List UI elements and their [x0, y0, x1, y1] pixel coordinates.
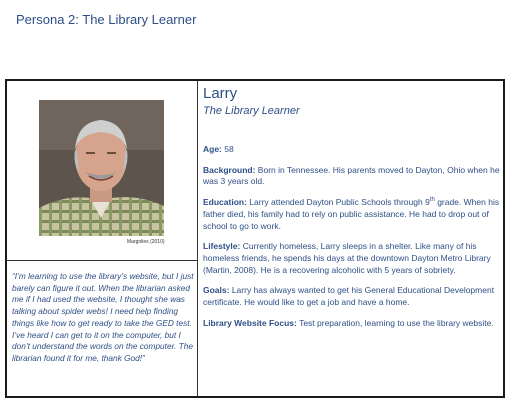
background-field	[203, 165, 503, 188]
education-superscript: th	[429, 197, 435, 204]
age-field	[203, 144, 503, 156]
persona-details	[198, 81, 503, 396]
education-text-start: Larry attended Dayton Public Schools through 9	[249, 197, 430, 208]
goals-label: Goals:	[203, 285, 230, 296]
age-label: Age:	[203, 144, 222, 154]
persona-left-column	[7, 81, 198, 396]
photo-credit: Margolies (2010)	[127, 239, 165, 245]
persona-photo	[39, 100, 164, 236]
lifestyle-field	[203, 241, 503, 276]
lifestyle-text: Currently homeless, Larry sleeps in a shelter. Like many of his homeless friends, he spends his days at the downtown Dayton Metro Library (Martin, 2008). He is a recovering alcoholic with 5 years of sobriety.	[203, 241, 491, 275]
page-heading: Persona 2: The Library Learner	[16, 12, 197, 27]
website-focus-field	[203, 318, 503, 330]
website-focus-label: Library Website Focus:	[203, 317, 297, 328]
goals-field	[203, 285, 503, 308]
age-value: 58	[224, 144, 234, 154]
education-label: Education:	[203, 197, 247, 208]
persona-card	[5, 79, 505, 398]
photo-cell	[7, 81, 197, 261]
education-field	[203, 197, 503, 232]
background-text: Born in Tennessee. His parents moved to Dayton, Ohio when he was 3 years old.	[203, 164, 500, 187]
lifestyle-label: Lifestyle:	[203, 241, 241, 252]
persona-name: Larry	[203, 85, 238, 102]
goals-text: Larry has always wanted to get his General Educational Development certificate. He would like to get a job and have a home.	[203, 285, 495, 308]
website-focus-text: Test preparation, learning to use the library website.	[299, 317, 494, 328]
persona-title: The Library Learner	[203, 105, 300, 117]
education-text-end: grade. When his father died, his family had to rely on public assistance. He had to drop out of school to go to work.	[203, 197, 500, 231]
background-label: Background:	[203, 164, 256, 175]
persona-quote: “I’m learning to use the library’s website, but I just barely can figure it out. When the librarian asked me if I had used the website, I thought she was talking about spider webs! I need help finding things like how to get ready to take the GED test. I’ve heard I can get to it on the computer, but I don’t understand the words on the computer. The librarian found it for me, thank God!”	[12, 271, 194, 363]
